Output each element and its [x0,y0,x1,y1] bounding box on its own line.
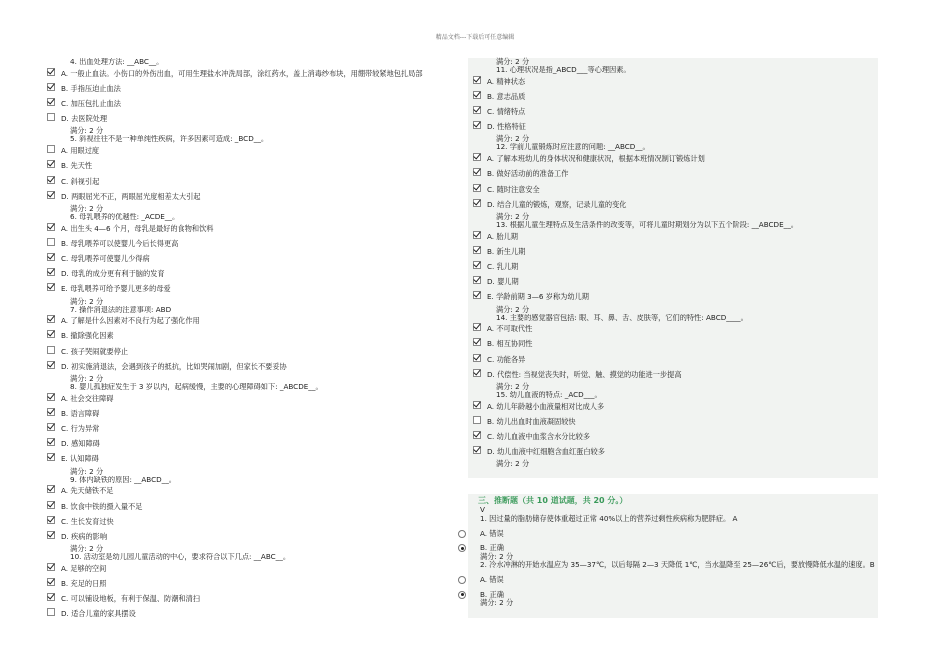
option-label: C. 行为异常 [61,424,100,434]
answer-option[interactable] [470,400,876,415]
option-label: C. 生长发育过快 [61,516,114,526]
answer-option[interactable] [44,392,469,407]
answer-option[interactable] [470,430,876,445]
answer-option[interactable] [44,82,469,97]
score-line: 满分: 2 分 [496,57,530,66]
checkbox-checked[interactable] [473,446,481,454]
option-label: C. 功能各异 [487,354,526,364]
right-question-panel [468,58,878,478]
answer-option[interactable] [44,159,469,174]
checkbox-checked[interactable] [473,354,481,362]
checkbox-checked[interactable] [473,231,481,239]
judge-2-option-b[interactable]: B. 正确 [470,591,876,600]
score-line: 满分: 2 分 [496,459,530,469]
answer-option[interactable] [44,144,469,159]
option-label: C. 母乳喂养可使婴儿少得病 [61,253,150,263]
option-label: D. 去医院处理 [61,114,108,124]
checkbox-checked[interactable] [47,283,55,291]
answer-option[interactable] [470,75,876,90]
option-label: B. 先天性 [61,161,93,171]
option-label: B. 新生儿期 [487,246,526,256]
checkbox-checked[interactable] [473,184,481,192]
option-label: A. 社会交往障碍 [61,393,114,403]
page-header: 精品文档---下载后可任意编辑 [435,34,515,41]
judge-1-option-a[interactable]: A. 错误 [470,530,876,539]
answer-option[interactable] [470,290,876,305]
answer-option[interactable] [44,97,469,112]
option-label: A. 不可取代性 [487,324,533,334]
option-label: B. 幼儿出血时血液凝固较快 [487,416,576,426]
option-label: D. 性格特征 [487,122,526,132]
option-label: A. 幼儿年龄越小血液量相对比成人多 [487,401,605,411]
option-label: B. 意志品质 [487,91,526,101]
answer-option[interactable] [44,407,469,422]
option-label: B. 语言障碍 [61,408,100,418]
answer-option[interactable] [470,415,876,430]
option-label: A. 足够的空间 [61,563,107,573]
answer-option[interactable] [470,167,876,182]
radio-button[interactable] [458,576,466,584]
score-line: 满分: 2 分 [70,466,104,476]
option-label: A. 了解本班幼儿的身体状况和健康状况，根据本班情况制订锻炼计划 [487,154,705,164]
answer-option[interactable] [44,282,469,297]
option-label: D. 代偿性: 当视觉丧失时，听觉、触、摸觉的功能进一步提高 [487,369,682,379]
score-line: 满分: 2 分 [480,598,514,608]
checkbox[interactable] [47,145,55,153]
checkbox-checked[interactable] [47,438,55,446]
answer-option[interactable] [44,437,469,452]
question-text: 4. 出血处理方法: __ABC__。 [70,58,164,66]
option-label: C. 斜视引起 [61,176,100,186]
option-label: C. 随时注意安全 [487,184,540,194]
option-label: D. 感知障碍 [61,439,100,449]
answer-option[interactable] [44,562,469,577]
checkbox-checked[interactable] [47,393,55,401]
answer-option[interactable] [44,530,469,545]
score-line: 满分: 2 分 [70,126,104,136]
option-label: E. 母乳喂养可给予婴儿更多的母爱 [61,284,171,294]
option-label: B. 饮食中铁的摄入量不足 [61,501,143,511]
answer-option[interactable] [44,422,469,437]
answer-option[interactable] [44,67,469,82]
option-label: D. 疾病的影响 [61,531,108,541]
checkbox-checked[interactable] [47,563,55,571]
option-label: A. 出生头 4—6 个月，母乳是最好的食物和饮料 [61,223,214,233]
checkbox-checked[interactable] [473,91,481,99]
answer-option[interactable] [470,152,876,167]
answer-option[interactable] [44,345,469,360]
answer-option[interactable] [470,322,876,337]
answer-option[interactable] [44,329,469,344]
answer-option[interactable] [44,607,469,622]
answer-option[interactable] [470,198,876,213]
answer-option[interactable] [470,445,876,460]
question-text: 12. 学前儿童锻炼时应注意的问题: __ABCD__。 [496,143,650,152]
checkbox[interactable] [473,416,481,424]
checkbox-checked[interactable] [473,76,481,84]
answer-option[interactable] [44,484,469,499]
answer-option[interactable] [470,368,876,383]
question-text: 9. 体内缺铁的原因: __ABCD__。 [70,475,176,484]
section-mark: V [480,505,485,515]
option-label: A. 胎儿期 [487,231,518,241]
checkbox-checked[interactable] [47,83,55,91]
checkbox-checked[interactable] [47,578,55,586]
score-line: 满分: 2 分 [496,304,530,314]
checkbox[interactable] [47,113,55,121]
question-text: 7. 操作消退法的注意事项: ABD [70,305,172,314]
option-label: E. 学龄前期 3—6 岁称为幼儿期 [487,292,589,302]
checkbox-checked[interactable] [473,121,481,129]
answer-option[interactable] [470,260,876,275]
answer-option[interactable] [44,360,469,375]
checkbox-checked[interactable] [473,261,481,269]
checkbox-checked[interactable] [473,168,481,176]
checkbox-checked[interactable] [47,223,55,231]
checkbox-checked[interactable] [47,361,55,369]
option-label: D. 适合儿童的家具摆设 [61,609,136,619]
checkbox-checked[interactable] [47,501,55,509]
question-text: 5. 斜视往往不是一种单纯性疾病，许多因素可造成: _BCD__。 [70,135,269,144]
checkbox-checked[interactable] [473,338,481,346]
answer-option[interactable] [44,112,469,127]
option-label: A. 先天储铁不足 [61,486,114,496]
checkbox-checked[interactable] [47,68,55,76]
option-label: B. 撤除强化因素 [61,331,114,341]
checkbox-checked[interactable] [47,98,55,106]
question-text: 8. 婴儿孤独症发生于 3 岁以内，起病缓慢，主要的心理障碍如下: _ABCDE__。 [70,383,323,391]
checkbox-checked[interactable] [47,253,55,261]
option-label: C. 孩子哭闹就要停止 [61,346,129,356]
answer-option[interactable] [44,452,469,467]
checkbox-checked[interactable] [473,246,481,254]
radio-button-selected[interactable] [458,591,466,599]
judgement-section [468,494,878,617]
checkbox-checked[interactable] [47,408,55,416]
answer-option[interactable] [44,592,469,607]
answer-option[interactable] [470,230,876,245]
question-text: 10. 活动室是幼儿园儿童活动的中心，要求符合以下几点: __ABC__。 [70,553,291,562]
question-text: 6. 母乳喂养的优越性: _ACDE__。 [70,212,180,221]
option-label: D. 初实施消退法，会遇到孩子的抵抗，比如哭闹加剧，但家长不要妥协 [61,361,287,371]
option-label: D. 幼儿血液中红细胞含血红蛋白较多 [487,447,605,457]
question-text: 11. 心理状况是指_ABCD___等心理因素。 [496,66,631,74]
option-label: A. 精神状态 [487,76,526,86]
checkbox-checked[interactable] [47,268,55,276]
option-label: E. 认知障碍 [61,454,99,464]
answer-option[interactable] [44,267,469,282]
option-label: A. 一般止血法。小伤口的外伤出血，可用生理盐水冲洗局部，涂红药水，盖上消毒纱布块，用绷带较紧地包扎局部 [61,68,423,78]
checkbox-checked[interactable] [473,291,481,299]
answer-option[interactable] [470,120,876,135]
checkbox-checked[interactable] [47,453,55,461]
option-label: C. 乳儿期 [487,261,519,271]
option-label: B. 相互协同性 [487,339,533,349]
checkbox[interactable] [47,346,55,354]
answer-option[interactable] [44,222,469,237]
question-text: 14. 主要的感觉器官包括: 眼、耳、鼻、舌、皮肤等，它们的特性: ABCD____。 [496,313,748,322]
answer-option[interactable] [44,237,469,252]
option-label: B. 做好活动前的准备工作 [487,169,569,179]
answer-option[interactable] [470,353,876,368]
option-label: C. 加压包扎止血法 [61,99,121,109]
option-label: D. 婴儿期 [487,277,519,287]
judge-question-1: 1. 因过量的脂肪储存使体重超过正常 40%以上的营养过剩性疾病称为肥胖症。 A [480,514,738,524]
question-text: 13. 根据儿童生理特点及生活条件的改变等，可将儿童时期划分为以下五个阶段: __ABCDE__。 [496,220,798,229]
answer-option[interactable] [44,515,469,530]
score-line: 满分: 2 分 [70,544,104,554]
right-column [468,58,878,618]
option-label: D. 两眼屈光不正，两眼屈光度相差太大引起 [61,191,201,201]
checkbox-checked[interactable] [47,191,55,199]
option-label: C. 可以铺设地板，有利于保温、防潮和清扫 [61,594,200,604]
section-title: 三、推断题（共 10 道试题，共 20 分。） [478,496,628,506]
checkbox[interactable] [47,608,55,616]
score-line: 满分: 2 分 [70,374,104,383]
option-label: B. 充足的日照 [61,578,107,588]
option-label: D. 结合儿童的锻炼，观察，记录儿童的变化 [487,199,627,209]
checkbox-checked[interactable] [47,516,55,524]
checkbox-checked[interactable] [473,276,481,284]
checkbox[interactable] [47,238,55,246]
checkbox-checked[interactable] [473,323,481,331]
checkbox-checked[interactable] [473,106,481,114]
answer-option[interactable] [470,183,876,198]
checkbox-checked[interactable] [47,176,55,184]
checkbox-checked[interactable] [47,160,55,168]
answer-option[interactable] [44,252,469,267]
checkbox-checked[interactable] [473,431,481,439]
option-label: C. 情绪特点 [487,107,526,117]
score-line: 满分: 2 分 [496,211,530,221]
score-line: 满分: 2 分 [480,551,514,561]
score-line: 满分: 2 分 [496,134,530,144]
checkbox-checked[interactable] [473,401,481,409]
answer-option[interactable] [470,337,876,352]
score-line: 满分: 2 分 [496,382,530,391]
checkbox-checked[interactable] [47,531,55,539]
option-label: B. 手指压迫止血法 [61,83,121,93]
judge-1-option-b[interactable]: B. 正确 [470,544,876,553]
answer-option[interactable] [44,175,469,190]
checkbox-checked[interactable] [47,593,55,601]
checkbox-checked[interactable] [47,485,55,493]
answer-option[interactable] [470,245,876,260]
option-label: C. 幼儿血液中血浆含水分比较多 [487,432,591,442]
answer-option[interactable] [470,105,876,120]
answer-option[interactable] [44,577,469,592]
left-column [44,58,469,623]
answer-option[interactable] [44,500,469,515]
option-label: A. 了解是什么因素对不良行为起了强化作用 [61,316,200,326]
checkbox-checked[interactable] [473,153,481,161]
checkbox-checked[interactable] [47,330,55,338]
answer-option[interactable] [470,275,876,290]
checkbox-checked[interactable] [473,369,481,377]
checkbox-checked[interactable] [473,199,481,207]
answer-option[interactable] [44,190,469,205]
checkbox-checked[interactable] [47,423,55,431]
checkbox-checked[interactable] [47,315,55,323]
score-line: 满分: 2 分 [70,203,104,213]
judge-2-option-a[interactable]: A. 错误 [470,576,876,585]
answer-option[interactable] [44,314,469,329]
score-line: 满分: 2 分 [70,296,104,306]
option-label: B. 母乳喂养可以使婴儿今后长得更高 [61,238,179,248]
judge-question-2: 2. 冷水冲淋的开始水温应为 35—37℃，以后每隔 2—3 天降低 1℃，当水温降至 25—26℃后，要放慢降低水温的速度。B [480,560,875,570]
option-label: A. 用眼过度 [61,146,100,156]
option-label: D. 母乳的成分更有利于脑的发育 [61,269,165,279]
question-text: 15. 幼儿血液的特点: _ACD___。 [496,391,602,399]
answer-option[interactable] [470,90,876,105]
radio-button[interactable] [458,530,466,538]
